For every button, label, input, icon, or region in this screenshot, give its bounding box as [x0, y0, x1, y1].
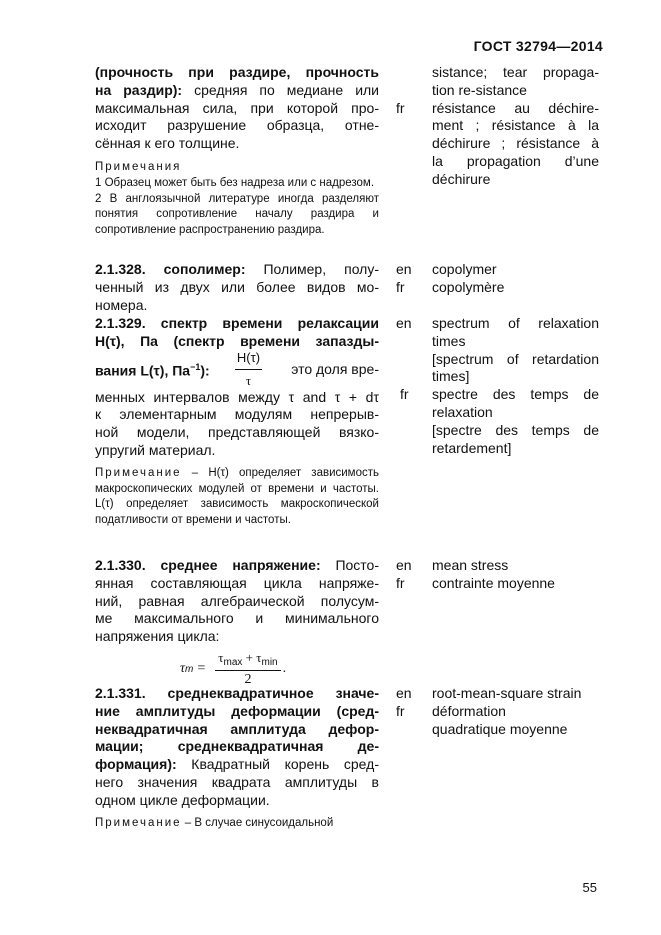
definition-text: ме максимального и минимального	[95, 610, 379, 627]
term-text: мации; среднеквадратичная де-	[95, 738, 379, 755]
term-number: 2.1.330.	[95, 557, 146, 573]
definition-text: Полимер, полу-	[245, 261, 380, 277]
definition-text: исходит разрушение образца, отне-	[95, 117, 379, 134]
equivalent-en: sistance; tear propaga- tion re-sistance	[432, 64, 599, 98]
definition-text: янная составляющая цикла напряже-	[95, 574, 379, 591]
term-text: сополимер:	[163, 261, 246, 277]
note-text: – В случае синусоидальной	[181, 816, 334, 829]
term-column: 2.1.329. спектр времени релаксации H(τ), Па (спектр времени запазды- вания L(τ), $Па^{-1}$): $\frac{H(\tau)}{\tau}$ это доля вре- менных интервалов между τ and τ + dτ к элементарным модулям непрерыв- ной модели, представляющей вязко- упругий материал. Примечание – H(τ) определяет зависимость макроскопических модулей от времени и частоты. L(τ) определяет зависимость макроскопической податливости от времени и частоты.	[95, 315, 379, 527]
equivalents	[432, 685, 599, 738]
equivalents	[432, 261, 599, 297]
lang-code-en: en fr	[396, 261, 412, 295]
note-text: 1 Образец может быть без надреза или с надрезом.	[95, 176, 375, 189]
equivalent-en: copolymer	[432, 261, 497, 277]
term-text: на раздир):	[95, 81, 183, 98]
definition-text: сённая к его толщине.	[95, 135, 240, 152]
definition-text: него значения квадрата амплитуды в	[95, 773, 379, 790]
definition-text: максимальная сила, при которой про-	[95, 99, 379, 116]
equivalents	[432, 557, 599, 593]
lang-codes: en fr	[396, 557, 412, 591]
definition-text: Квадратный корень сред-	[176, 756, 379, 773]
equivalent-fr: résistance au déchire- ment ; résistance à la déchirure ; résistance à la propagation d’une déchirure	[432, 99, 599, 187]
term-text: H(τ), Па (спектр времени запазды-	[95, 332, 379, 349]
lang-code-en: en	[396, 315, 412, 331]
definition-text: одном цикле деформации.	[95, 791, 270, 808]
definition-text: упругий материал.	[95, 441, 216, 458]
equivalent-en: mean stress	[432, 557, 509, 573]
term-column	[95, 64, 379, 239]
definition-text: к элементарным модулям непрерыв-	[95, 406, 379, 423]
equivalent-en: root-mean-square strain	[432, 685, 582, 701]
ratio-formula: $\frac{H(\tau)}{\tau}$	[236, 350, 261, 389]
definition-text: номера.	[95, 296, 148, 313]
lang-code-fr: fr	[396, 99, 405, 116]
equivalent-fr: spectre des temps de relaxation [spectre des temps de retardement]	[432, 386, 599, 456]
term-text: неквадратичная амплитуда дефор-	[95, 720, 379, 737]
equivalent-en: spectrum of relaxation times [spectrum of retardation times]	[432, 315, 599, 385]
term-column	[95, 557, 379, 687]
definition-text: напряжения цикла:	[95, 628, 220, 645]
term-superscript: −1	[190, 361, 201, 372]
note-label: Примечание	[95, 466, 182, 479]
page-number: 55	[582, 880, 597, 895]
definition-text: менных интервалов между τ and τ + dτ	[95, 388, 379, 405]
definition-text: Посто-	[320, 557, 379, 573]
equivalent-fr: contrainte moyenne	[432, 574, 555, 591]
term-text: вания L(τ), Па	[95, 362, 191, 379]
note-text: – H(τ) определяет зависимость макроскопических модулей от времени и частоты. L(τ) определяет зависимость макроскопической податливости от времени и частоты.	[95, 466, 379, 527]
equivalent-fr: déformation	[432, 702, 506, 719]
definition-text: ний, равная алгебраической полусум-	[95, 592, 379, 609]
term-text: (прочность при раздире, прочность	[95, 64, 379, 80]
equivalent-fr: copolymère	[432, 278, 505, 295]
term-text: 2.1.329. спектр времени релаксации	[95, 315, 379, 331]
lang-codes: en fr	[396, 685, 412, 719]
document-code: ГОСТ 32794—2014	[473, 38, 603, 54]
definition-text: ченный из двух или более видов мо-	[95, 278, 379, 295]
term-number: 2.1.328.	[95, 261, 146, 277]
lang-code-fr: fr	[400, 386, 409, 403]
term-text: среднее напряжение:	[160, 557, 321, 573]
note-text: 2 В англоязычной литературе иногда разделяют понятия сопротивление началу раздира и сопротивление распространению раздира.	[95, 192, 379, 237]
note-title: Примечания	[95, 160, 182, 173]
term-column	[95, 685, 379, 831]
mean-stress-formula: τ m = $\frac{\tau_{max} + \tau_{min}}{2}$ .	[180, 650, 287, 687]
definition-text: средняя по медиане или	[182, 81, 380, 98]
equivalent-fr: quadratique moyenne	[432, 720, 568, 737]
definition-text: это доля вре-	[291, 360, 379, 377]
term-column	[95, 261, 379, 314]
definition-text: ной модели, представляющей вязко-	[95, 424, 379, 441]
term-text: формация):	[95, 756, 177, 773]
term-text: ние амплитуды деформации (сред-	[95, 702, 379, 719]
note-label: Примечание	[95, 816, 182, 829]
term-text: 2.1.331. среднеквадратичное значе-	[95, 685, 379, 701]
